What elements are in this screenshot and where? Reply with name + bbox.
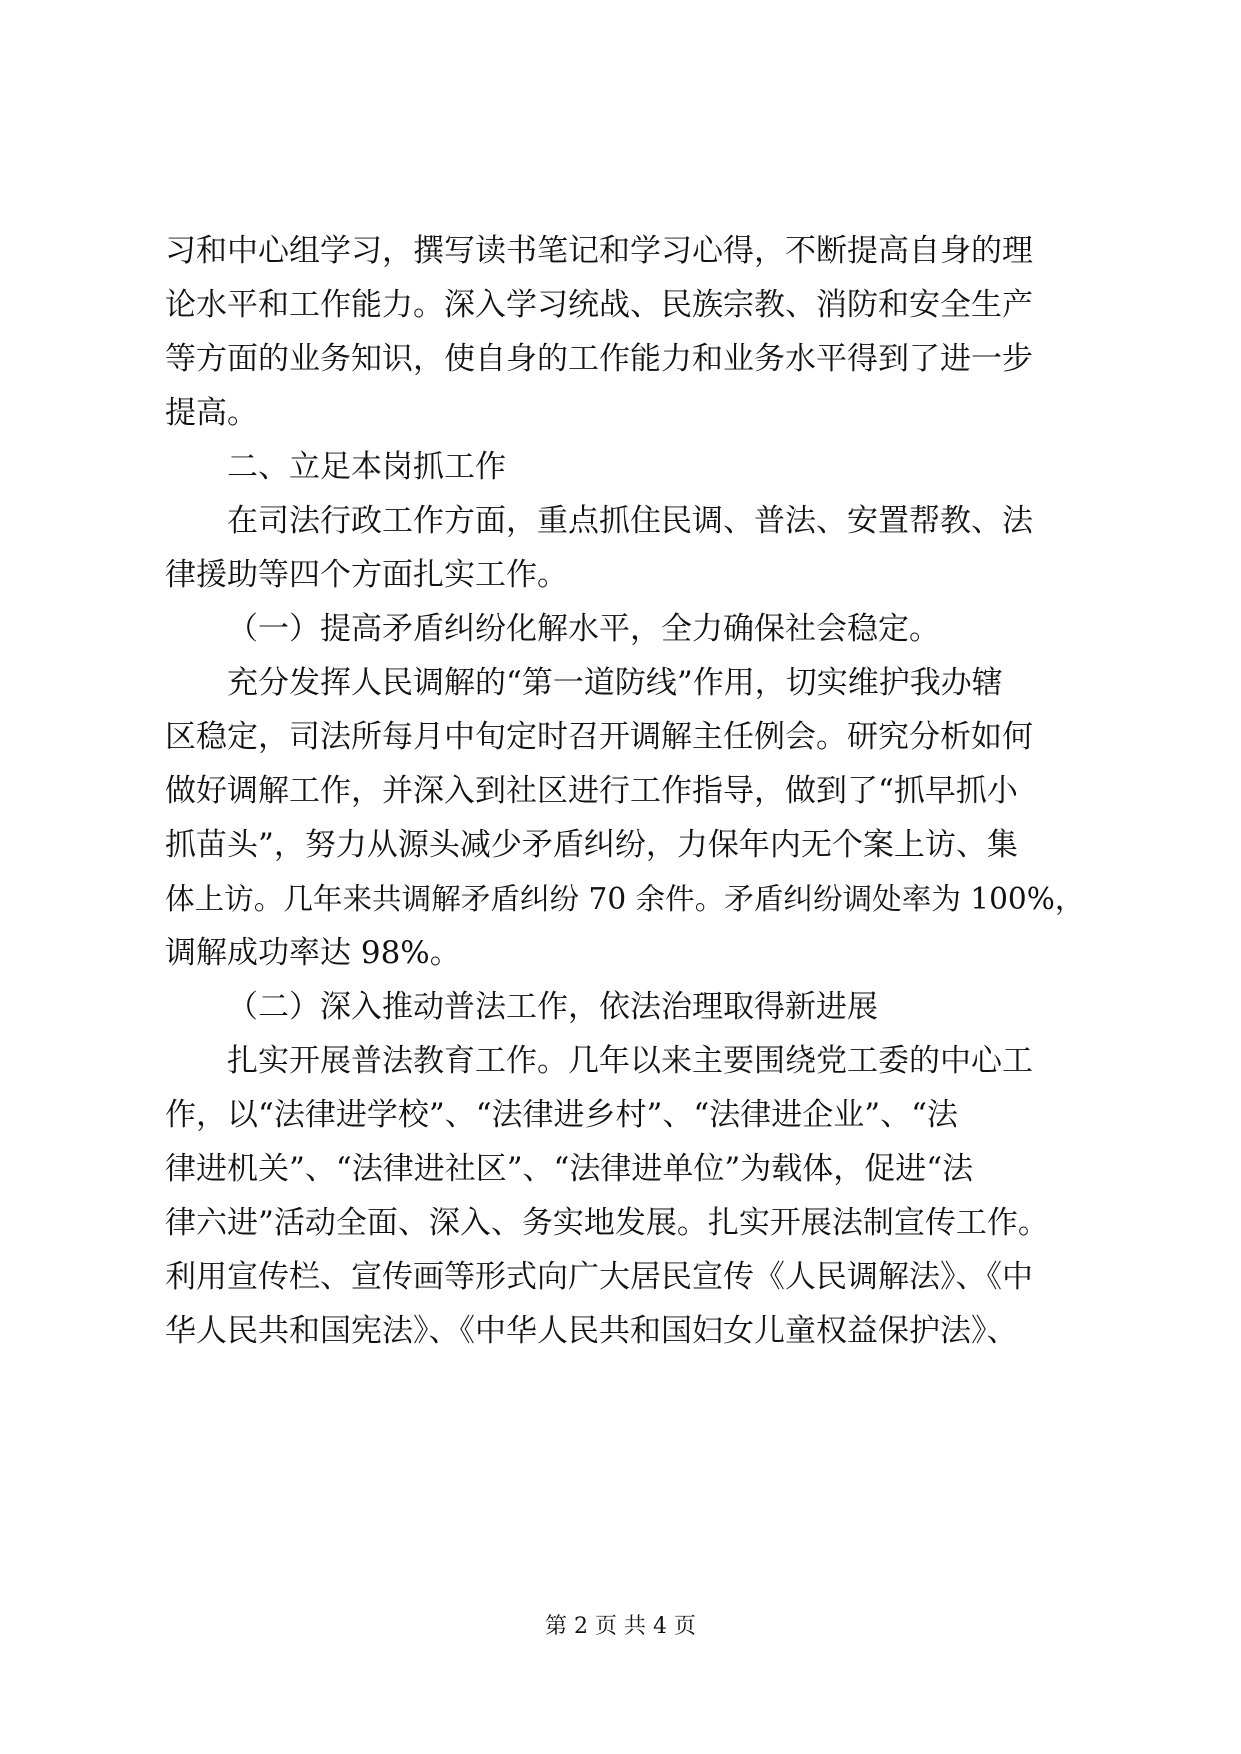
- text-line: 充分发挥人民调解的“第一道防线”作用，切实维护我办辖: [227, 665, 1003, 701]
- text-line: 利用宣传栏、宣传画等形式向广大居民宣传《人民调解法》、《中: [165, 1259, 1033, 1295]
- text-line: 体上访。几年来共调解矛盾纠纷 70 余件。矛盾纠纷调处率为 100%，: [165, 882, 1085, 916]
- text-line: 在司法行政工作方面，重点抓住民调、普法、安置帮教、法: [227, 503, 1033, 539]
- text-line: 调解成功率达 98%。: [165, 935, 461, 971]
- text-line: 抓苗头”，努力从源头减少矛盾纠纷，力保年内无个案上访、集: [165, 827, 1018, 863]
- text-line: 扎实开展普法教育工作。几年以来主要围绕党工委的中心工: [227, 1043, 1033, 1079]
- text-line: 提高。: [165, 395, 258, 431]
- text-line: 等方面的业务知识，使自身的工作能力和业务水平得到了进一步: [165, 341, 1033, 377]
- text-line: 华人民共和国宪法》、《中华人民共和国妇女儿童权益保护法》、: [165, 1313, 1018, 1349]
- text-line: 做好调解工作，并深入到社区进行工作指导，做到了“抓早抓小: [165, 773, 1018, 809]
- text-line: 论水平和工作能力。深入学习统战、民族宗教、消防和安全生产: [165, 287, 1033, 323]
- text-line: 律援助等四个方面扎实工作。: [165, 557, 568, 593]
- subsection-heading: （一）提高矛盾纠纷化解水平，全力确保社会稳定。: [227, 611, 940, 647]
- page-number-footer: 第 2 页 共 4 页: [545, 1614, 696, 1639]
- text-line: 律六进”活动全面、深入、务实地发展。扎实开展法制宣传工作。: [165, 1205, 1049, 1241]
- text-line: 律进机关”、“法律进社区”、“法律进单位”为载体，促进“法: [165, 1151, 974, 1187]
- section-heading: 二、立足本岗抓工作: [227, 449, 506, 485]
- subsection-heading: （二）深入推动普法工作，依法治理取得新进展: [227, 989, 878, 1025]
- text-line: 作，以“法律进学校”、“法律进乡村”、“法律进企业”、“法: [165, 1097, 958, 1133]
- text-line: 习和中心组学习，撰写读书笔记和学习心得，不断提高自身的理: [165, 233, 1033, 269]
- text-line: 区稳定，司法所每月中旬定时召开调解主任例会。研究分析如何: [165, 719, 1033, 755]
